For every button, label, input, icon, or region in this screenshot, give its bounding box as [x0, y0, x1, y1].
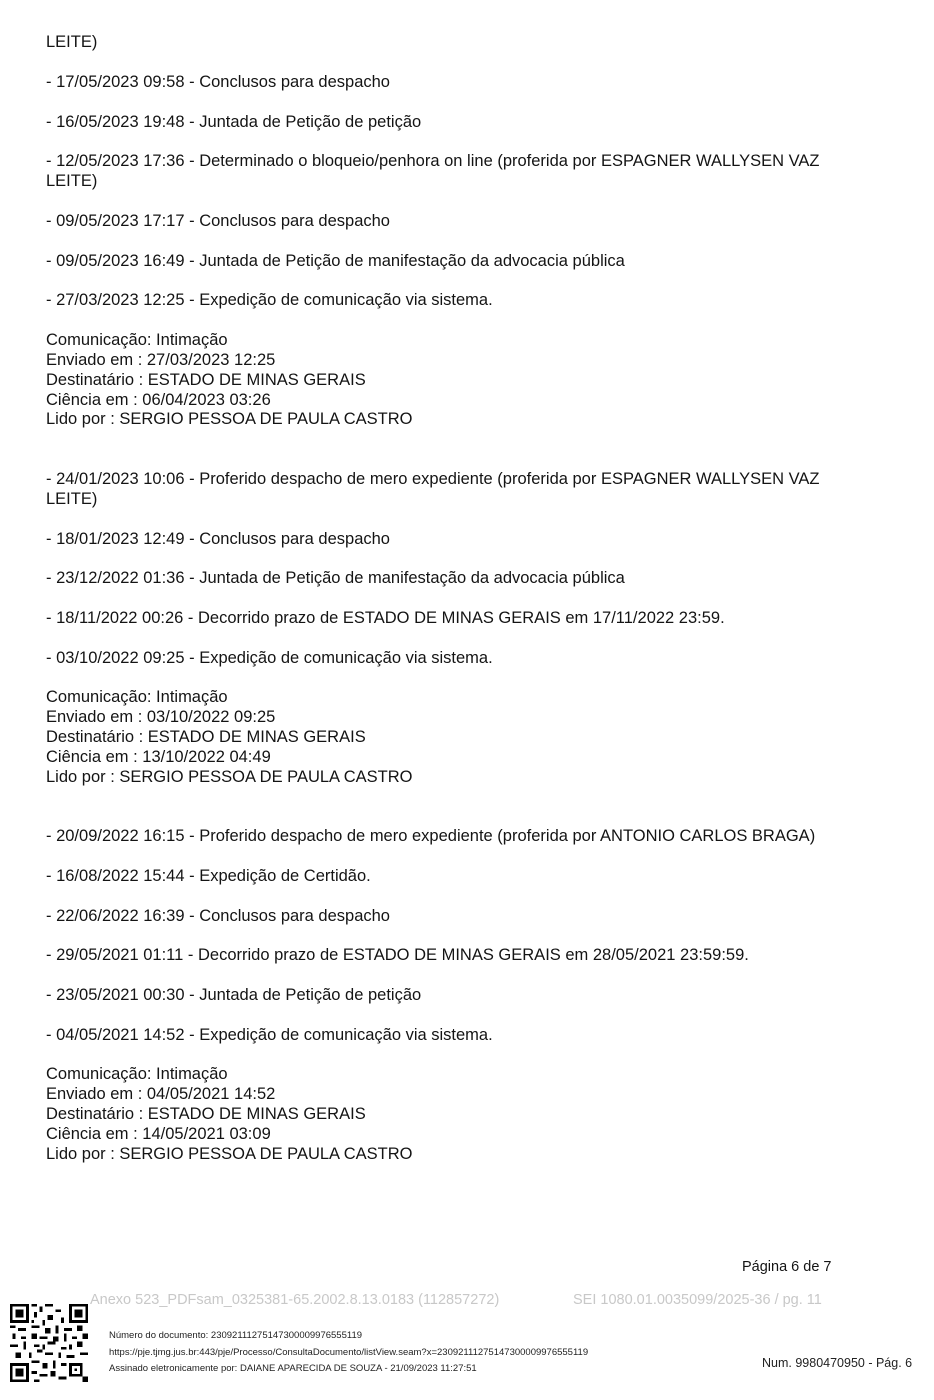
text-line: - 20/09/2022 16:15 - Proferido despacho de mero expediente (proferida por ANTONIO CARLOS BRAGA)	[46, 827, 816, 845]
text-line: Comunicação: Intimação	[46, 688, 228, 706]
text-line: - 09/05/2023 17:17 - Conclusos para despacho	[46, 212, 390, 230]
text-line: - 22/06/2022 16:39 - Conclusos para despacho	[46, 907, 390, 925]
text-line: - 23/05/2021 00:30 - Juntada de Petição de petição	[46, 986, 422, 1004]
text-line: Destinatário : ESTADO DE MINAS GERAIS	[46, 1105, 366, 1123]
text-line: - 18/01/2023 12:49 - Conclusos para despacho	[46, 530, 390, 548]
text-line: Comunicação: Intimação	[46, 331, 228, 349]
text-line: Lido por : SERGIO PESSOA DE PAULA CASTRO	[46, 1145, 413, 1163]
text-line: - 27/03/2023 12:25 - Expedição de comunicação via sistema.	[46, 291, 493, 309]
text-line: Ciência em : 13/10/2022 04:49	[46, 748, 271, 766]
text-line: Enviado em : 04/05/2021 14:52	[46, 1085, 276, 1103]
watermark-sei: SEI 1080.01.0035099/2025-36 / pg. 11	[573, 1292, 822, 1308]
footer-signature: Assinado eletronicamente por: DAIANE APARECIDA DE SOUZA - 21/09/2023 11:27:51	[109, 1363, 477, 1374]
text-line: Lido por : SERGIO PESSOA DE PAULA CASTRO	[46, 768, 413, 786]
text-line: - 18/11/2022 00:26 - Decorrido prazo de ESTADO DE MINAS GERAIS em 17/11/2022 23:59.	[46, 609, 725, 627]
text-line: Comunicação: Intimação	[46, 1065, 228, 1083]
text-line: - 12/05/2023 17:36 - Determinado o bloqueio/penhora on line (proferida por ESPAGNER WALLYSEN VAZ	[46, 152, 820, 170]
footer-url[interactable]: https://pje.tjmg.jus.br:443/pje/Processo/ConsultaDocumento/listView.seam?x=23092111275147300009976555119	[109, 1347, 589, 1358]
text-line: Ciência em : 14/05/2021 03:09	[46, 1125, 271, 1143]
watermark-annex: Anexo 523_PDFsam_0325381-65.2002.8.13.0183 (112857272)	[90, 1292, 500, 1308]
text-line: - 24/01/2023 10:06 - Proferido despacho de mero expediente (proferida por ESPAGNER WALLYSEN VAZ	[46, 470, 820, 488]
text-line: - 16/08/2022 15:44 - Expedição de Certidão.	[46, 867, 371, 885]
text-line: - 04/05/2021 14:52 - Expedição de comunicação via sistema.	[46, 1026, 493, 1044]
text-line: - 17/05/2023 09:58 - Conclusos para despacho	[46, 73, 390, 91]
text-line: Destinatário : ESTADO DE MINAS GERAIS	[46, 728, 366, 746]
text-line: - 16/05/2023 19:48 - Juntada de Petição de petição	[46, 113, 422, 131]
text-line: LEITE)	[46, 490, 98, 508]
text-line: - 29/05/2021 01:11 - Decorrido prazo de ESTADO DE MINAS GERAIS em 28/05/2021 23:59:59.	[46, 946, 749, 964]
text-line: LEITE)	[46, 33, 98, 51]
text-line: Ciência em : 06/04/2023 03:26	[46, 391, 271, 409]
document-num-page: Num. 9980470950 - Pág. 6	[762, 1356, 913, 1370]
page-number: Página 6 de 7	[742, 1259, 832, 1275]
text-line: Destinatário : ESTADO DE MINAS GERAIS	[46, 371, 366, 389]
text-line: Lido por : SERGIO PESSOA DE PAULA CASTRO	[46, 410, 413, 428]
text-line: - 09/05/2023 16:49 - Juntada de Petição de manifestação da advocacia pública	[46, 252, 625, 270]
text-line: Enviado em : 27/03/2023 12:25	[46, 351, 276, 369]
text-line: - 23/12/2022 01:36 - Juntada de Petição de manifestação da advocacia pública	[46, 569, 625, 587]
text-line: Enviado em : 03/10/2022 09:25	[46, 708, 276, 726]
footer-doc-number: Número do documento: 23092111275147300009976555119	[109, 1330, 363, 1341]
text-line: - 03/10/2022 09:25 - Expedição de comunicação via sistema.	[46, 649, 493, 667]
qr-code-icon	[10, 1304, 88, 1382]
text-line: LEITE)	[46, 172, 98, 190]
